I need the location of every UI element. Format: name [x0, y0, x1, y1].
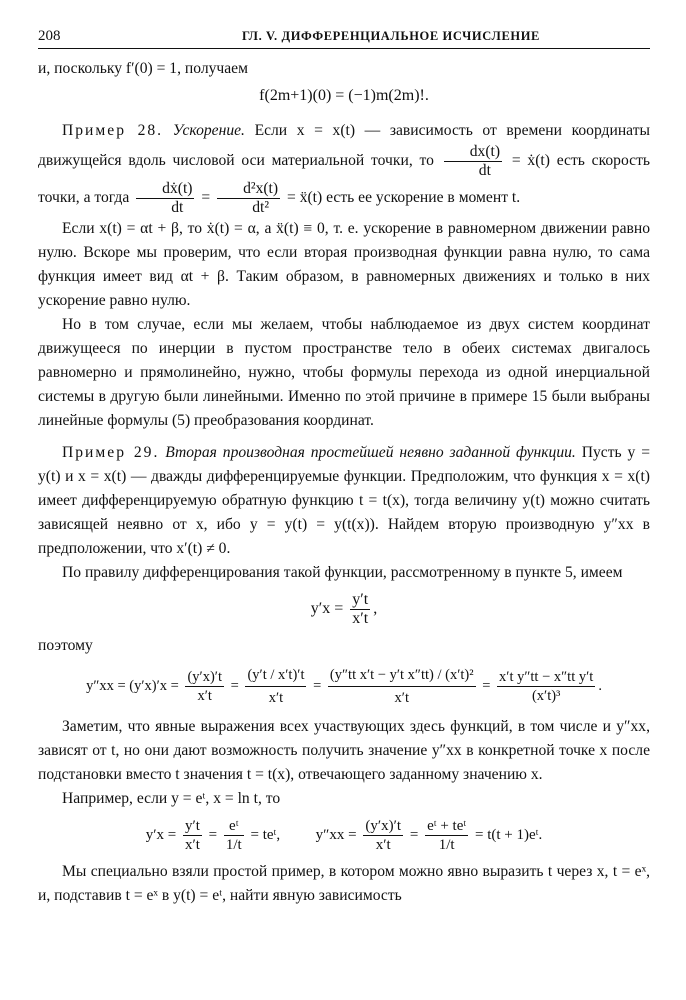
fraction-d2x-dt2: $\frac{\text{d²x(t)}}{\text{dt²}}$: [217, 180, 280, 217]
page-number: 208: [38, 28, 61, 44]
example-28-text-c: =: [201, 189, 211, 207]
fraction-dx-dt: $\frac{dx(t)}{dt}$: [444, 143, 502, 180]
therefore-text: поэтому: [38, 637, 93, 654]
example-29-label: Пример 29.: [62, 444, 160, 461]
example-28-text-d: = ẍ(t) есть ее ускорение в момент t.: [287, 189, 521, 207]
example-28-heading: Ускорение.: [172, 122, 245, 139]
fraction-dxdot-dt: $\frac{\text{dẋ(t)}}{dt}$: [136, 180, 194, 217]
example-28-paragraph-2: Если x(t) = αt + β, то ẋ(t) = α, а ẍ(t) ≡ 0, т. е. ускорение в равномерном движении равно нулю. Вскоре мы проверим, что если вторая производная функции равна нулю, то сама функция имеет вид αt + β. Таким образом, в равномерных движениях и только в них ускорение равно нулю.: [38, 220, 650, 309]
intro-line: и, поскольку f′(0) = 1, получаем: [38, 60, 248, 77]
example-29-heading: Вторая производная простейшей неявно заданной функции.: [165, 444, 576, 461]
example-29-paragraph: [38, 441, 650, 561]
book-page: [38, 28, 650, 908]
example-29-paragraph-3: Заметим, что явные выражения всех участвующих здесь функций, в том числе и y″xx, зависят от t, но они дают возможность получить значение y″xx в конкретной точке x после подстановки вместо t значения t = t(x), отвечающего заданному значению x.: [38, 718, 650, 783]
chapter-title: ГЛ. V. ДИФФЕРЕНЦИАЛЬНОЕ ИСЧИСЛЕНИЕ: [242, 29, 540, 43]
equation-second-derivative: y″xx = (y′x)′x = $\frac{(y'x)'t}{x't}$ = $\frac{(y't / x't)'t}{x't}$ = $\frac{\text{(y″tt x′t − y′t x″tt) / (x′t)²}}{x't}$ = $\frac{\text{x′t y″tt − x″tt y′t}}{\text{(x′t)³}}$ .: [38, 664, 650, 709]
example-29-paragraph-2: По правилу дифференцирования такой функции, рассмотренному в пункте 5, имеем: [62, 564, 623, 581]
example-28-paragraph: [38, 119, 650, 217]
example-29-paragraph-4: Например, если y = eᵗ, x = ln t, то: [62, 790, 281, 807]
equation-intro: f(2m+1)(0) = (−1)m(2m)!.: [259, 87, 429, 104]
example-28-text-a: Если x = x(t) — зависимость от времени координаты движущейся вдоль числовой оси материальной точки, то: [38, 122, 650, 170]
page-header: [38, 28, 650, 49]
example-29-text: Пусть y = y(t) и x = x(t) — дважды дифференцируемые функции. Предположим, что функция x = x(t) имеет дифференцируемую обратную функцию t = t(x), тогда величину y(t) можно считать зависящей неявно от x, ибо y = y(t) = y(t(x)). Найдем вторую производную y″xx в предположении, что x′(t) ≠ 0.: [38, 444, 650, 557]
equation-example: y′x = $\frac{y't}{x't}$ = $\frac{\text{eᵗ}}{1/t}$ = teᵗ, y″xx = $\frac{(y'x)'t}{x't}$ = $\frac{\text{eᵗ + teᵗ}}{1/t}$ = t(t + 1)eᵗ.: [145, 818, 543, 853]
example-28-label: Пример 28.: [62, 122, 164, 139]
example-28-text-b: = ẋ(t) есть скорость точки, а тогда: [38, 152, 650, 207]
example-29-paragraph-5: Мы специально взяли простой пример, в котором можно явно выразить t через x, t = eˣ, и, подставив t = eˣ в y(t) = eᵗ, найти явную зависимость: [38, 863, 650, 904]
example-28-paragraph-3: Но в том случае, если мы желаем, чтобы наблюдаемое из двух систем координат движущееся по инерции в пустом пространстве тело в обеих системах двигалось равномерно и прямолинейно, нужно, чтобы формулы перехода из одной инерциальной системы в другую были линейными. Именно по этой причине в примере 15 были выбраны линейные формулы (5) преобразования координат.: [38, 316, 650, 429]
equation-first-derivative: y′x = $\frac{y't}{x't}$ ,: [310, 591, 378, 627]
